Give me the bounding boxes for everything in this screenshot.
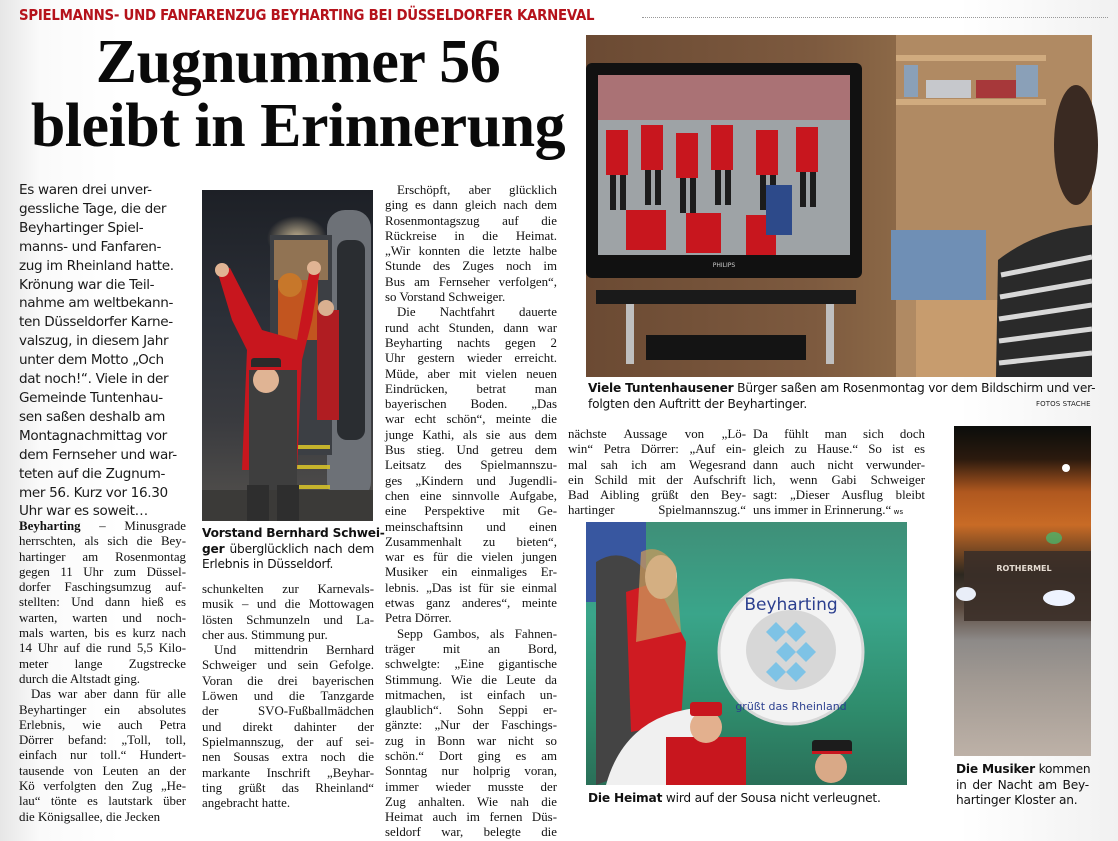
text-line: herrschten, als sich die Bey-	[19, 534, 186, 549]
text-line: junge Kathi, als sie aus dem	[385, 427, 557, 442]
text-line: gänzte: „Nur der Faschings-	[385, 718, 557, 733]
text-line: ges „Kindern und Jugendli-	[385, 473, 557, 488]
text-line: rund acht Stunden, dann war	[385, 320, 557, 335]
text-line: sagt: „Dieser Ausflug bleibt	[753, 488, 925, 503]
article-column-4	[568, 427, 746, 519]
text-line: mals warten, bis es kurz nach	[19, 626, 186, 641]
text-line: lebnis. „Das ist für sie einmal	[385, 580, 557, 595]
article-column-3	[385, 183, 557, 841]
text-line: schön.“ Dort ging es am	[385, 748, 557, 763]
text-line: Erlebnis, wie auch Petra	[19, 717, 186, 732]
text-line: dem Fernseher und war-	[19, 446, 177, 463]
headline-line-2: bleibt in Erinnerung	[30, 92, 566, 160]
text-line: Spielmannszug, der auf sei-	[202, 734, 374, 749]
text-line: nächste Aussage von „Lö-	[568, 427, 746, 441]
text-line: einfach nur toll.“ Hundert-	[19, 748, 186, 763]
text-line: meinschaftsinn und einen	[385, 519, 557, 534]
text-line: tausende von Leuten an der	[19, 763, 186, 778]
text-line: Beyharting nachts gegen 2	[385, 335, 557, 350]
text-line: und direkt dahinter der	[202, 719, 374, 734]
text-line: Zusammenhalt zu bieten“,	[385, 534, 557, 549]
text-line: Beyhartinger ein absolutes	[19, 702, 186, 717]
text-line: warten, warten und noch-	[19, 610, 186, 625]
text-line: Beyharting – Minusgrade	[19, 519, 186, 533]
text-line: Eindrücken, betrat man	[385, 381, 557, 396]
text-line: gegen 11 Uhr zum Düssel-	[19, 564, 186, 579]
text-line: Müde, aber mit vielen neuen	[385, 366, 557, 381]
text-line: etwas ganz anderes“, meinte	[385, 596, 557, 611]
text-line: eine Perspektive mit Ge-	[385, 504, 557, 519]
text-line: nen Sousas extra noch die	[202, 750, 374, 765]
headline	[18, 30, 578, 158]
text-line: hartinger am Rosenmontag	[19, 549, 186, 564]
text-line: Sepp Gambos, als Fahnen-	[397, 626, 557, 641]
svg-text:grüßt das Rheinland: grüßt das Rheinland	[735, 700, 847, 713]
author-tag: ws	[891, 508, 904, 517]
text-line: zug im Rheinland hatte.	[19, 257, 174, 274]
article-column-5	[753, 427, 925, 521]
caption-tv-photo: Viele Tuntenhausener Bürger saßen am Rosenmontag vor dem Bildschirm und ver- folgten den Auftritt der Beyhartinger.	[588, 381, 1096, 411]
text-line: Schweiger und sein Gefolge.	[202, 658, 374, 673]
text-line: Montagnachmittag vor	[19, 427, 167, 444]
text-line: Leitsatz des Spielmannszu-	[385, 458, 557, 473]
text-line: angebracht hatte.	[202, 796, 291, 811]
text-line: meter lange Zugstrecke	[19, 656, 186, 671]
bus-scene-icon	[202, 190, 373, 521]
text-line: Dörrer befand: „Toll, toll,	[19, 733, 186, 748]
svg-text:PHILIPS: PHILIPS	[712, 262, 736, 269]
text-line: träger mit an Bord,	[385, 641, 557, 656]
text-line: lösten Schmunzeln und La-	[202, 612, 374, 627]
text-line: gleich zu Hause.“ So ist es	[753, 442, 925, 457]
svg-text:ROTHERMEL: ROTHERMEL	[996, 564, 1052, 573]
text-line: der SVO-Fußballmädchen	[202, 704, 374, 719]
photo-bus-night	[954, 426, 1091, 756]
svg-text:Beyharting: Beyharting	[744, 595, 838, 615]
text-line: nahme am weltbekann-	[19, 295, 174, 312]
text-line: ting grüßt das Rheinland“	[202, 780, 374, 795]
photo-credit: FOTOS STACHE	[1036, 400, 1091, 408]
text-line: dat noch!“. Viele in der	[19, 371, 169, 388]
text-line: markante Inschrift „Beyhar-	[202, 765, 374, 780]
text-line: zug in Bonn war nicht so	[385, 733, 557, 748]
text-line: chen eine sinnvolle Aufgabe,	[385, 488, 557, 503]
text-line: Bus stieg. Und getreu dem	[385, 443, 557, 458]
caption-night-photo: Die Musiker kommen in der Nacht am Bey- hartinger Kloster an.	[956, 762, 1091, 808]
text-line: Zug anhalten. Wie nah die	[385, 794, 557, 809]
text-line: Bad Aibling grüßt den Bey-	[568, 488, 746, 503]
text-line: valszug, in diesem Jahr	[19, 333, 169, 350]
text-line: Petra Dörrer.	[385, 611, 452, 626]
text-line: die Königsallee, die Jecken	[19, 809, 161, 824]
text-line: „Wir konnten die letzte halbe	[385, 244, 557, 259]
text-line: sen saßen deshalb am	[19, 408, 165, 425]
text-line: Krönung war die Teil-	[19, 276, 155, 293]
text-line: glaublich“. Sohn Seppi er-	[385, 703, 557, 718]
text-line: Die Nachtfahrt dauerte	[397, 305, 557, 320]
text-line: Sonntag nur holprig voran,	[385, 764, 557, 779]
text-line: Stimmung. Wie die Leute da	[385, 672, 557, 687]
text-line: schwelgte: „Eine gigantische	[385, 657, 557, 672]
text-line: lich, wenn Gabi Schweiger	[753, 472, 925, 487]
text-line: uns immer in Erinnerung.“ ws	[753, 503, 904, 518]
dateline: Beyharting	[19, 519, 81, 533]
text-line: Beyhartinger Spiel-	[19, 219, 144, 236]
text-line: cher aus. Stimmung pur.	[202, 627, 328, 642]
article-column-2	[202, 582, 374, 811]
text-line: Und mittendrin Bernhard	[214, 643, 374, 658]
text-line: stellten: Und dann hieß es	[19, 595, 186, 610]
night-bus-scene-icon	[954, 426, 1091, 756]
article-column-1	[19, 519, 186, 825]
text-line: musik – und die Mottowagen	[202, 597, 374, 612]
text-line: 14 Uhr auf die rund 5,5 Kilo-	[19, 641, 186, 656]
text-line: teten auf die Zugnum-	[19, 465, 166, 482]
text-line: seldorf war, belegte die	[385, 825, 557, 840]
text-line: gessliche Tage, die der	[19, 200, 167, 217]
tv-scene-icon	[586, 35, 1092, 377]
text-line: Da fühlt man sich doch	[753, 427, 925, 441]
photo-tv-living-room	[586, 35, 1092, 377]
text-line: Musiker ein einmaliges Er-	[385, 565, 557, 580]
text-line: war echt schön“, meinte die	[385, 412, 557, 427]
photo-bus-vorstand	[202, 190, 373, 521]
text-line: Stunde des Zuges noch im	[385, 259, 557, 274]
kicker-dotted-rule	[642, 17, 1108, 18]
caption-bus-photo: Vorstand Bernhard Schwei- ger überglücklich nach dem Erlebnis in Düsseldorf.	[202, 526, 385, 572]
text-line: Uhr war es soweit…	[19, 503, 148, 520]
kicker: SPIELMANNS- UND FANFARENZUG BEYHARTING BEI DÜSSELDORFER KARNEVAL	[19, 6, 595, 24]
text-line: Erschöpft, aber glücklich	[397, 183, 557, 197]
text-line: bayerischen Boden. „Das	[385, 397, 557, 412]
text-line: Das war aber dann für alle	[31, 687, 186, 702]
text-line: ten Düsseldorfer Karne-	[19, 314, 173, 331]
text-line: Gemeinde Tuntenhau-	[19, 389, 163, 406]
text-line: Uhr gestern wieder erreicht.	[385, 351, 557, 366]
text-line: Es waren drei unver-	[19, 182, 152, 198]
text-line: mitmachen, ist einfach un-	[385, 687, 557, 702]
text-line: Bus am Fernseher verfolgen“,	[385, 274, 557, 289]
text-line: schunkelten zur Karnevals-	[202, 582, 374, 596]
text-line: ein Schild mit der Aufschrift	[568, 472, 746, 487]
text-line: dann auch nicht verwunder-	[753, 457, 925, 472]
text-line: mal sah ich am Wegesrand	[568, 457, 746, 472]
text-line: ging es dann gleich nach dem	[385, 198, 557, 213]
text-line: lau“ tönte es lautstark über	[19, 794, 186, 809]
text-line: Rosenmontagszug auf die	[385, 213, 557, 228]
text-line: hartinger Spielmannszug.“	[568, 503, 746, 518]
text-line: Voran die drei bayerischen	[202, 673, 374, 688]
text-line: unter dem Motto „Och	[19, 352, 164, 369]
text-line: manns- und Fanfaren-	[19, 238, 162, 255]
intro-teaser	[19, 181, 191, 521]
text-line: Kö verfolgten den Zug „He-	[19, 779, 186, 794]
text-line: war es für die vielen jungen	[385, 550, 557, 565]
sousa-scene-icon	[586, 522, 907, 785]
photo-sousa-inscription	[586, 522, 907, 785]
text-line: Rückreise in die Heimat.	[385, 228, 557, 243]
text-line: Heimat auch im fernen Düs-	[385, 810, 557, 825]
text-line: immer wieder musste der	[385, 779, 557, 794]
text-line: win“ Petra Dörrer: „Auf ein-	[568, 442, 746, 457]
text-line: dorfer Faschingsumzug auf-	[19, 580, 186, 595]
text-line: so Vorstand Schweiger.	[385, 290, 506, 305]
caption-sousa-photo: Die Heimat wird auf der Sousa nicht verleugnet.	[588, 791, 881, 805]
text-line: mer 56. Kurz vor 16.30	[19, 484, 168, 501]
headline-line-1: Zugnummer 56	[95, 28, 501, 96]
text-line: durch die Altstadt ging.	[19, 671, 141, 686]
text-line: Löwen und die Tanzgarde	[202, 689, 374, 704]
